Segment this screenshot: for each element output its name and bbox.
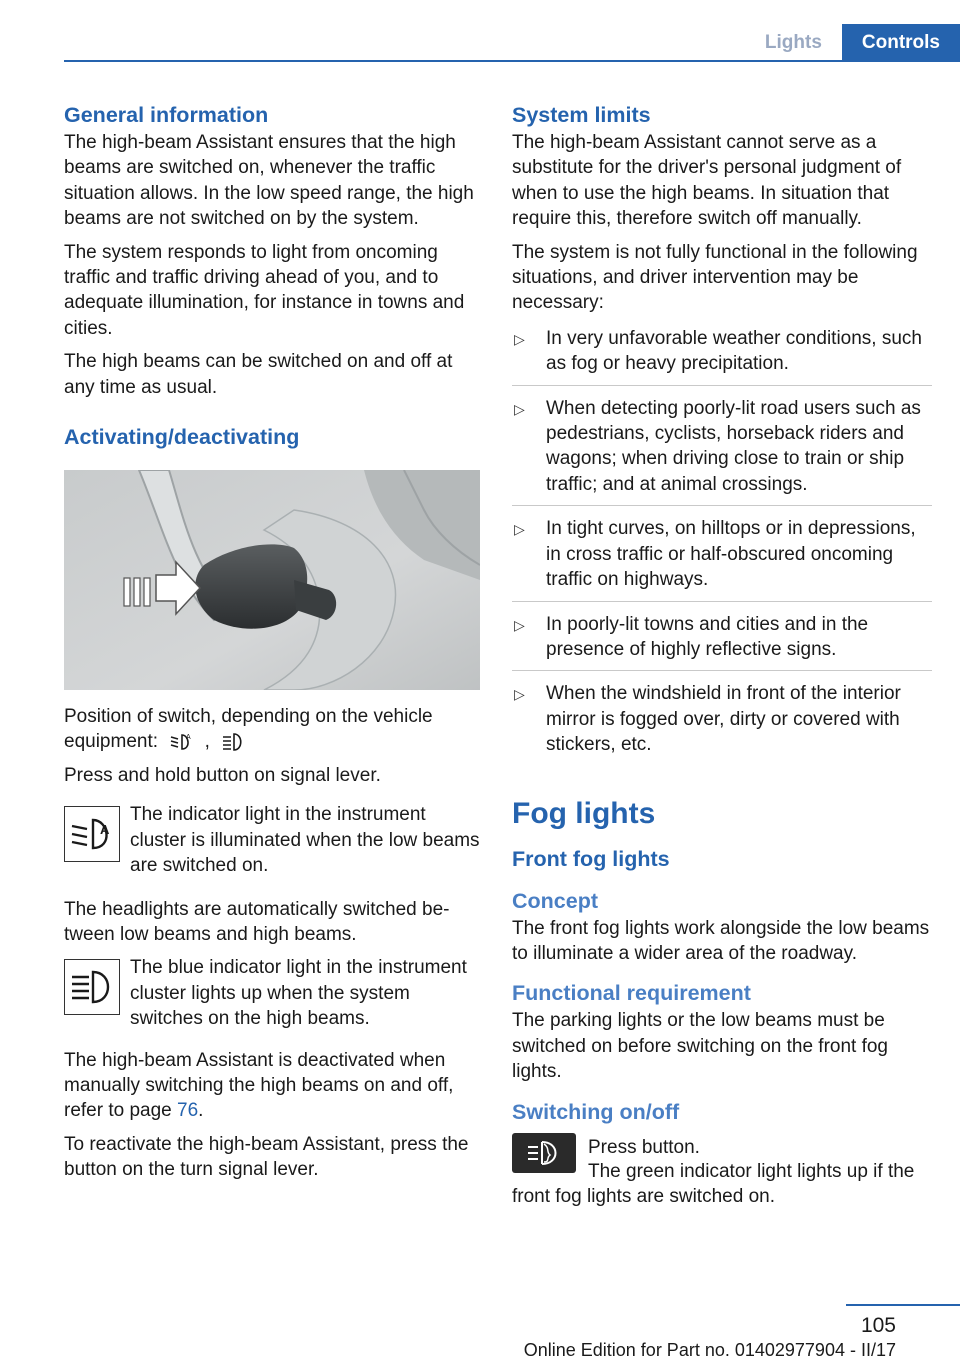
- signal-lever-photo: [64, 470, 480, 690]
- concept-heading: Concept: [512, 888, 598, 913]
- triangle-bullet-icon: ▷: [514, 616, 525, 633]
- list-item-text: In very unfavorable weather conditions, such as fog or heavy precipitation.: [546, 327, 922, 375]
- limits-p2: The system is not fully functional in the following situations, and driver intervention may be necessary:: [512, 241, 918, 314]
- system-limits-heading: System limits: [512, 103, 651, 127]
- switch-position-caption: [64, 704, 482, 755]
- high-beam-assistant-icon: [169, 731, 193, 753]
- triangle-bullet-icon: ▷: [514, 521, 525, 538]
- front-fog-light-icon: [524, 1138, 564, 1168]
- header-tabs: [745, 24, 960, 62]
- list-item-text: When detecting poorly-lit road users such as pedestrians, cyclists, horseback riders and wagons; when driving close to train or ship traffic; and at animal crossings.: [546, 397, 921, 495]
- general-info-p2: The system responds to light from oncoming traffic and traffic driving ahead of you, and to adequate illumination, for instance in towns and cities.: [64, 241, 465, 339]
- left-column: [64, 100, 482, 1191]
- green-indicator-text: The green indicator light lights up if the front fog lights are switched on.: [512, 1160, 915, 1207]
- svg-text:A: A: [100, 822, 110, 838]
- triangle-bullet-icon: ▷: [514, 686, 525, 703]
- tab-controls[interactable]: Controls: [842, 24, 960, 62]
- indicator-row-1: [64, 802, 482, 878]
- header-rule: [64, 60, 960, 62]
- fog-lights-heading: Fog lights: [512, 796, 656, 830]
- list-item-text: In poorly-lit towns and cities and in the presence of highly reflective signs.: [546, 613, 869, 660]
- reactivate-text: To reactivate the high-beam Assistant, press the button on the turn signal lever.: [64, 1133, 469, 1181]
- limits-p1: The high-beam Assistant cannot serve as a substitute for the driver's personal judgment of when to use the high beams. In situation that require this, therefore switch off manually.: [512, 132, 902, 230]
- list-item: [512, 514, 932, 601]
- concept-text: The front fog lights work alongside the low beams to illuminate a wider area of the roadway.: [512, 917, 930, 964]
- page-number: 105: [860, 1314, 896, 1337]
- high-beam-assistant-indicator-icon: [64, 806, 120, 862]
- indicator2-text: The blue indicator light in the instrument cluster lights up when the system switches on the high beams.: [130, 957, 467, 1030]
- deactivated-period: .: [198, 1100, 204, 1122]
- svg-text:A: A: [186, 734, 191, 742]
- functional-text: The parking lights or the low beams must be switched on before switching on the front fog lights.: [512, 1010, 889, 1083]
- deactivated-body: The high-beam Assistant is deactivated when manually switching the high beams on and off, refer to page: [64, 1049, 454, 1122]
- general-info-p3: The high beams can be switched on and off at any time as usual.: [64, 351, 453, 398]
- footer-rule: [846, 1304, 960, 1306]
- edition-footer: Online Edition for Part no. 01402977904 - II/17: [523, 1340, 896, 1360]
- high-beam-indicator-icon: [64, 959, 120, 1015]
- high-beam-icon: [221, 731, 245, 753]
- press-hold-text: Press and hold button on signal lever.: [64, 764, 381, 786]
- caption-separator: ,: [204, 731, 210, 753]
- deactivated-text: [64, 1048, 482, 1124]
- right-column: [512, 100, 932, 1217]
- indicator1-text: The indicator light in the instrument cluster is illuminated when the low beams are switched on.: [130, 804, 480, 877]
- list-item-text: In tight curves, on hilltops or in depressions, in cross traffic or half-obscured oncoming traffic on highways.: [546, 518, 916, 591]
- tab-lights[interactable]: Lights: [745, 24, 842, 62]
- list-item: [512, 394, 932, 507]
- list-item-text: When the windshield in front of the interior mirror is fogged over, dirty or covered with stickers, etc.: [546, 683, 901, 756]
- general-info-p1: The high-beam Assistant ensures that the high beams are switched on, whenever the traffic situation allows. In the low speed range, the high beams are not switched on by the system.: [64, 132, 474, 230]
- limits-list: [512, 324, 932, 766]
- functional-requirement-heading: Functional requirement: [512, 981, 751, 1006]
- list-item: [512, 324, 932, 386]
- activating-heading: Activating/deactivating: [64, 425, 300, 450]
- front-fog-lights-heading: Front fog lights: [512, 846, 670, 871]
- triangle-bullet-icon: ▷: [514, 400, 525, 417]
- auto-switch-text: The headlights are automatically switched between low beams and high beams.: [64, 898, 450, 945]
- press-button-text: Press button.: [588, 1136, 700, 1158]
- list-item: [512, 610, 932, 672]
- list-item: [512, 679, 932, 765]
- indicator-row-2: [64, 955, 482, 1031]
- general-info-heading: General information: [64, 103, 269, 127]
- triangle-bullet-icon: ▷: [514, 330, 525, 347]
- switching-heading: Switching on/off: [512, 1099, 680, 1124]
- page-ref-link[interactable]: 76: [177, 1100, 199, 1122]
- caption-text: Position of switch, depending on the vehicle equipment:: [64, 706, 433, 753]
- front-fog-light-button[interactable]: [512, 1133, 576, 1173]
